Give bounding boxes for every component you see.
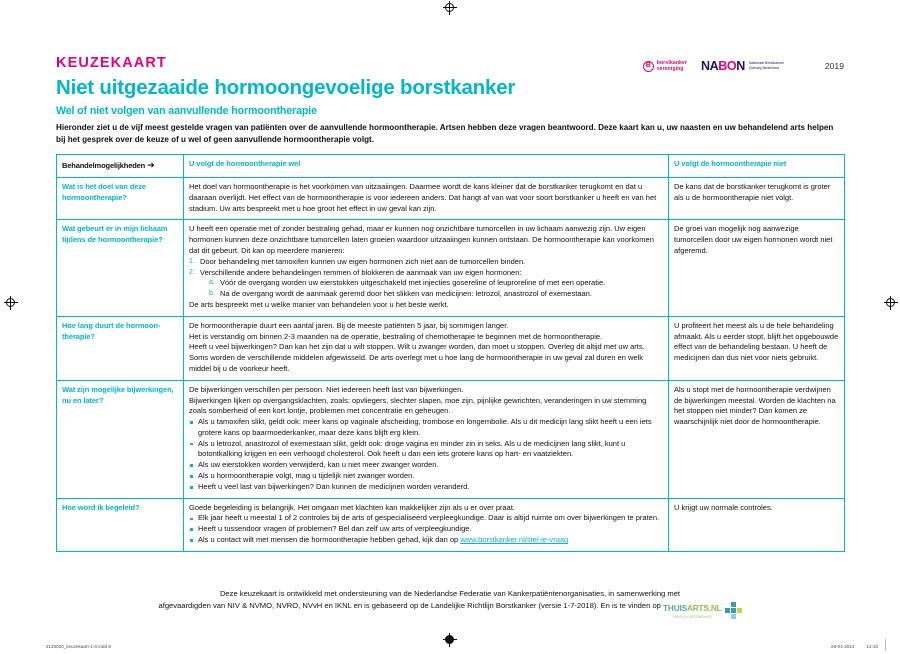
question-cell: Wat gebeurt er in mijn lichaam tijdens de hormoontherapie? (57, 220, 184, 316)
answer-cell-wel (184, 498, 669, 551)
question-cell: Wat zijn mogelijke bijwerkingen, nu en later? (57, 380, 184, 498)
bvn-logo-line1: borstkanker (656, 59, 688, 66)
page-header (56, 56, 515, 117)
numbered-list-item (189, 268, 663, 279)
bullet-list-item: Als u hormoontherapie volgt, mag u tijdelijk niet zwanger worden. (189, 471, 663, 482)
answer-cell-niet (669, 177, 845, 219)
question-cell: Wat is het doel van deze hormoontherapie? (57, 177, 184, 219)
year-label: 2019 (824, 61, 844, 71)
arrow-right-icon: ➔ (147, 160, 155, 170)
column-header-therapie-niet: U volgt de hormoontherapie niet (669, 155, 845, 178)
table-body (57, 177, 845, 551)
registration-mark-right (884, 296, 898, 310)
thuisarts-part-1: THUIS (663, 603, 687, 614)
bullet-list-item: Elk jaar heeft u meestal 1 of 2 controles bij de arts of gespecialiseerd verpleegkundige. Daar is altijd ruimte om over bijwerkingen te praten. (189, 513, 663, 524)
answer-paragraph: U krijgt uw normale controles. (674, 502, 773, 512)
alpha-list-item (209, 278, 663, 289)
answer-paragraph: Goede begeleiding is belangrijk. Het omgaan met klachten kan makkelijker zijn als u er over praat. (189, 502, 516, 512)
bvn-mark-icon: B (643, 61, 654, 72)
thuisarts-wordmark (663, 602, 721, 619)
list-item-text: Na de overgang wordt de aanmaak geremd door het slikken van medicijnen: letrozol, anastrozol of exemestaan. (220, 289, 592, 299)
question-cell: Hoe lang duurt de hormoontherapie? (57, 316, 184, 380)
print-slug-time: 13:16 (866, 644, 878, 649)
answer-cell-wel (184, 380, 669, 498)
column-header-therapie-wel: U volgt de hormoontherapie wel (184, 155, 669, 178)
bullet-list-item-with-link (189, 535, 663, 546)
registration-mark-left (4, 296, 18, 310)
table-row (57, 380, 845, 498)
answer-cell-wel (184, 220, 669, 316)
footer-note (56, 588, 844, 619)
numbered-list-item (189, 257, 663, 268)
nabon-wordmark (701, 59, 745, 73)
answer-paragraph: Bijwerkingen lijken op overgangsklachten, zoals: opvliegers, slechter slapen, moe zijn, pijnlijke gewrichten, veranderingen in uw stemming zoals somberheid of een kort lontje, problemen met concentratie en geheugen. (189, 395, 647, 416)
nabon-part-3: N (736, 59, 745, 73)
list-marker: 2. (189, 268, 195, 276)
thuisarts-blocks-icon (725, 602, 742, 619)
answer-cell-niet (669, 380, 845, 498)
numbered-list (189, 257, 663, 300)
table-row (57, 177, 845, 219)
alpha-list (189, 278, 663, 300)
page-title: Niet uitgezaaide hormoongevoelige borstkanker (56, 75, 516, 99)
answer-cell-niet (669, 316, 845, 380)
table-header-row (57, 155, 845, 178)
answer-cell-wel (184, 177, 669, 219)
answer-cell-niet (669, 220, 845, 316)
bullet-text: Als u contact wilt met mensen die hormoontherapie hebben gehad, kijk dan op (198, 535, 461, 545)
answer-paragraph: U profiteert het meest als u de hele behandeling afmaakt. Als u eerder stopt, blijft het opgebouwde effect van de behandeling bestaan. U heeft de medicijnen dan dus niet voor niets gebruikt. (674, 320, 839, 363)
list-marker: b. (209, 290, 215, 298)
alpha-list-item (209, 289, 663, 300)
question-cell: Hoe word ik begeleid? (57, 498, 184, 551)
answer-cell-niet (669, 498, 845, 551)
intro-paragraph: Hieronder ziet u de vijf meest gestelde vragen van patiënten over de aanvullende hormoontherapie. Artsen hebben deze vragen beantwoord. Deze kaart kan u, uw naasten en uw behandelend arts helpen bij het gesprek over de keuze of u wel of geen aanvullende hormoontherapie volgt. (56, 123, 834, 145)
footer-line-2: afgevaardigden van NIV & NVMO, NVRO, NVvH en IKNL en is gebaseerd op de Landelijke Richtlijn Borstkanker (versie 1-7-2018). En is te vinden op (158, 601, 664, 611)
registration-mark-top (443, 1, 457, 15)
nabon-logo (701, 59, 793, 73)
nabon-logo-subtitle: Nationaal Borstkanker Overleg Nederland (748, 61, 785, 70)
list-item-text: Door behandeling met tamoxifen kunnen uw eigen hormonen zich niet aan de tumorcellen binden. (200, 256, 526, 266)
table-row (57, 316, 845, 380)
table-row (57, 220, 845, 316)
answer-paragraph: De bijwerkingen verschillen per persoon. Niet iedereen heeft last van bijwerkingen. (189, 384, 464, 394)
list-item-text: Vóór de overgang worden uw eierstokken uitgeschakeld met injecties gosereline of leuproreline of met een operatie. (220, 278, 606, 288)
bullet-list-item: Heeft u veel last van bijwerkingen? Dan kunnen de medicijnen worden veranderd. (189, 482, 663, 493)
table-row (57, 498, 845, 551)
answer-paragraph: De groei van mogelijk nog aanwezige tumorcellen door uw eigen hormonen wordt niet afgeremd. (674, 224, 833, 255)
bullet-list-item: Als uw eierstokken worden verwijderd, kan u niet meer zwanger worden. (189, 460, 663, 471)
column-header-behandelmogelijkheden-label: Behandelmogelijkheden (62, 161, 146, 170)
bullet-list-item: Als u letrozol, anastrozol of exemestaan slikt, geldt ook: droge vagina en minder zin in seks. Als u de medicijnen lang slikt, kunt u botontkalking krijgen en een verhoogd cholesterol. Ook heeft u dan een iets grotere kans op hart- en vaatziekten. (189, 439, 663, 461)
eyebrow-label: KEUZEKAART (56, 55, 167, 71)
bvn-logo-line2: vereniging (656, 66, 684, 72)
list-marker: 1. (189, 257, 195, 265)
thuisarts-part-2: ARTS.NL (686, 603, 722, 614)
answer-paragraph: Het doel van hormoontherapie is het voorkómen van uitzaaiingen. Daarmee wordt de kans kleiner dat de borstkanker terugkomt en dat u daaraan overlijdt. Het effect van de hormoontherapie is voor iedereen anders. Dat hangt af van wat voor soort borstkanker u heeft en van het stadium. Uw arts bespreekt met u hoe groot het effect in uw geval kan zijn. (189, 181, 657, 213)
keuzekaart-table (56, 154, 845, 552)
footer-line-1: Deze keuzekaart is ontwikkeld met ondersteuning van de Nederlandse Federatie van Kankerpatiëntenorganisaties, in samenwerking met (219, 589, 681, 598)
bvn-logo-text (657, 60, 687, 72)
bullet-list (189, 417, 663, 493)
bullet-list-item: Heeft u tussendoor vragen of problemen? Bel dan zelf uw arts of verpleegkundige. (189, 524, 663, 535)
answer-paragraph: Als u stopt met de hormoontherapie verdwijnen de bijwerkingen meestal. Worden de klachten na het stoppen niet minder? Dan komen ze waarschijnlijk niet door de hormoontherapie. (674, 384, 836, 427)
print-slug-timestamp (819, 644, 878, 649)
answer-cell-wel (184, 316, 669, 380)
logo-strip (643, 53, 844, 79)
thuisarts-word (663, 603, 721, 613)
list-marker: a. (209, 279, 215, 287)
answer-paragraph: U heeft een operatie met of zonder bestraling gehad, maar er kunnen nog onzichtbare tumorcellen in uw lichaam aanwezig zijn. Uw eigen hormonen kunnen deze onzichtbare tumorcellen laten groeien waardoor uitzaaiingen kunnen ontstaan. De hormoontherapie kan voorkomen dat dit gebeurt. Dit kan op meerdere manieren: (189, 224, 654, 255)
registration-mark-bottom (443, 633, 457, 647)
nabon-part-1: NA (701, 59, 719, 73)
nabon-part-2: BO (718, 59, 737, 73)
bullet-list (189, 513, 663, 545)
thuisarts-logo (663, 602, 741, 619)
borstkanker-vraag-link[interactable]: www.borstkanker.nl/stel-je-vraag (460, 535, 569, 545)
borstkankervereniging-logo (643, 60, 687, 72)
answer-paragraph: De hormoontherapie duurt een aantal jaren. Bij de meeste patiënten 5 jaar, bij sommigen langer. (189, 320, 509, 330)
answer-paragraph: De kans dat de borstkanker terugkomt is groter als u de hormoontherapie niet volgt. (674, 181, 831, 202)
answer-paragraph: Het is verstandig om binnen 2-3 maanden na de operatie, bestraling of chemotherapie te beginnen met de hormoontherapie. (189, 331, 603, 341)
page-subtitle: Wel of niet volgen van aanvullende hormoontherapie (56, 104, 317, 117)
print-slug-date: 26-04-2024 (831, 644, 855, 649)
print-slug-filename: 2120020_keuzekaart-1-0.indd 8 (46, 644, 111, 649)
answer-paragraph: De arts bespreekt met u welke manier van behandelen voor u het beste werkt. (189, 299, 449, 309)
bullet-list-item: Als u tamoxifen slikt, geldt ook: meer kans op vaginale afscheiding, trombose en longembolie. Als u dit medicijn lang slikt heeft u een iets grotere kans op baarmoederkanker, maar deze kans blijft erg klein. (189, 417, 663, 439)
thuisarts-tagline: THUIS IN GEZONDHEID (672, 614, 713, 619)
column-header-behandelmogelijkheden (57, 155, 184, 178)
print-slug-divider (885, 639, 886, 651)
answer-paragraph: Heeft u veel bijwerkingen? Dan kan het zijn dat u wilt stoppen. Wilt u zwanger worden, dan moet u stoppen. Overleg dit altijd met uw arts. Soms worden de verschillende middelen afgewisseld. De arts overlegt met u hoe lang de hormoontherapie in uw geval zal duren en welk middel bij u de voorkeur heeft. (189, 342, 645, 373)
list-item-text: Verschillende andere behandelingen remmen of blokkeren de aanmaak van uw eigen hormonen: (200, 267, 522, 277)
